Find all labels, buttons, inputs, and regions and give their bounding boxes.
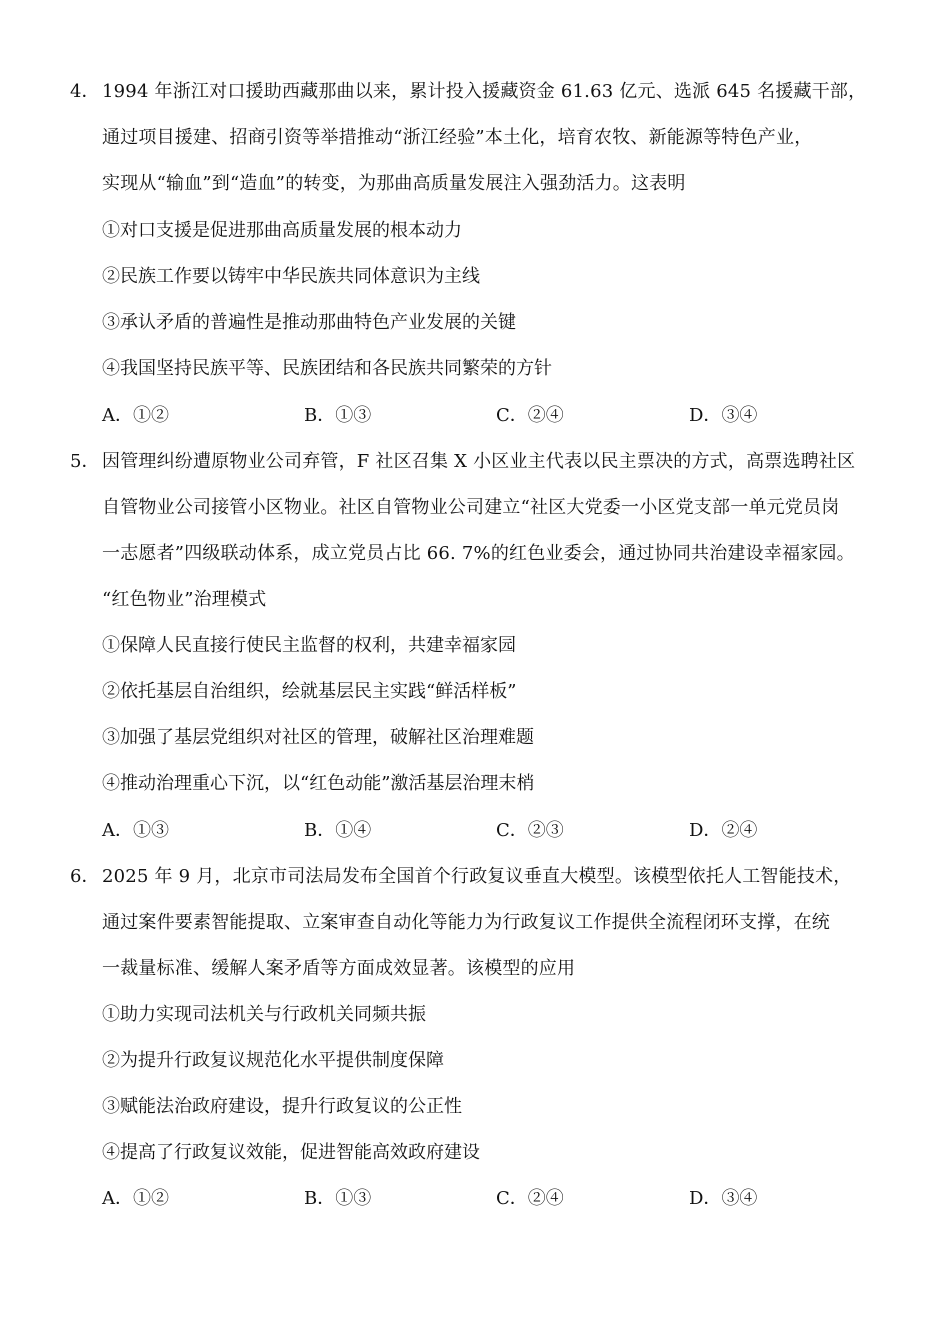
question-number: 5． [70,451,100,472]
answer-choice-a: A．①② [102,1188,169,1209]
question-number: 4． [70,81,100,102]
question-stem-line: 因管理纠纷遭原物业公司弃管，F 社区召集 X 小区业主代表以民主票决的方式，高票选聘社区 [102,451,856,472]
statement-option: ③赋能法治政府建设，提升行政复议的公正性 [102,1096,462,1117]
statement-option: ①助力实现司法机关与行政机关同频共振 [102,1004,426,1025]
answer-choice-c: C．②④ [496,1188,564,1209]
answer-choice-a: A．①② [102,405,169,426]
question-stem-line: 实现从“输血”到“造血”的转变，为那曲高质量发展注入强劲活力。这表明 [102,173,686,194]
statement-option: ④推动治理重心下沉，以“红色动能”激活基层治理末梢 [102,773,535,794]
statement-option: ④我国坚持民族平等、民族团结和各民族共同繁荣的方针 [102,358,552,379]
statement-option: ③承认矛盾的普遍性是推动那曲特色产业发展的关键 [102,312,516,333]
statement-option: ③加强了基层党组织对社区的管理，破解社区治理难题 [102,727,534,748]
question-stem-line: 通过项目援建、招商引资等举措推动“浙江经验”本土化，培育农牧、新能源等特色产业， [102,127,813,148]
question-stem-line: 自管物业公司接管小区物业。社区自管物业公司建立“社区大党委一小区党支部一单元党员岗 [102,497,840,518]
question-stem-line: 1994 年浙江对口援助西藏那曲以来，累计投入援藏资金 61.63 亿元、选派 645 名援藏干部， [102,81,867,102]
question-number: 6． [70,866,100,887]
question-stem-line: “红色物业”治理模式 [102,589,267,610]
statement-option: ②依托基层自治组织，绘就基层民主实践“鲜活样板” [102,681,517,702]
answer-choice-d: D．②④ [689,820,758,841]
question-stem-line: 2025 年 9 月，北京市司法局发布全国首个行政复议垂直大模型。该模型依托人工智能技术， [102,866,852,887]
statement-option: ④提高了行政复议效能，促进智能高效政府建设 [102,1142,480,1163]
answer-choice-b: B．①④ [304,820,372,841]
answer-choice-c: C．②④ [496,405,564,426]
statement-option: ②民族工作要以铸牢中华民族共同体意识为主线 [102,266,480,287]
answer-choice-b: B．①③ [304,1188,372,1209]
answer-choice-c: C．②③ [496,820,564,841]
answer-choice-a: A．①③ [102,820,169,841]
question-stem-line: 一裁量标准、缓解人案矛盾等方面成效显著。该模型的应用 [102,958,576,979]
statement-option: ②为提升行政复议规范化水平提供制度保障 [102,1050,444,1071]
statement-option: ①对口支援是促进那曲高质量发展的根本动力 [102,220,462,241]
answer-choice-b: B．①③ [304,405,372,426]
statement-option: ①保障人民直接行使民主监督的权利，共建幸福家园 [102,635,516,656]
question-stem-line: 通过案件要素智能提取、立案审查自动化等能力为行政复议工作提供全流程闭环支撑，在统 [102,912,830,933]
answer-choice-d: D．③④ [689,405,758,426]
question-stem-line: 一志愿者”四级联动体系，成立党员占比 66. 7%的红色业委会，通过协同共治建设幸福家园。 [102,543,855,564]
answer-choice-d: D．③④ [689,1188,758,1209]
